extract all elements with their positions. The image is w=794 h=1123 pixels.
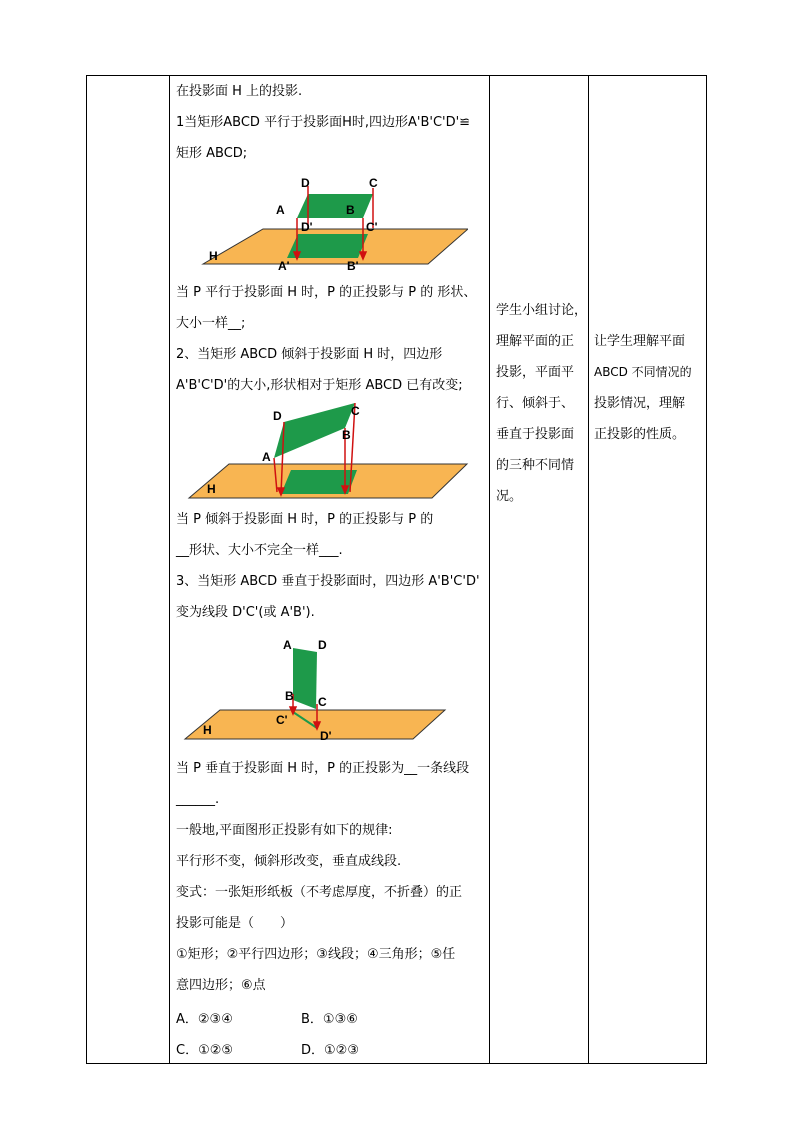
label-B: B <box>346 203 355 217</box>
content-line: __形状、大小不完全一样___. <box>176 543 343 558</box>
label-D: D <box>273 409 282 423</box>
label-C: C <box>318 695 327 709</box>
label-B: B <box>285 689 294 703</box>
intent-cell <box>590 76 707 1063</box>
label-D: D <box>318 638 327 652</box>
intent-line: ABCD 不同情况的 <box>594 365 692 379</box>
content-line: 当 P 平行于投影面 H 时，P 的正投影与 P 的 形状、 <box>176 285 477 300</box>
label-Bp: B' <box>347 259 359 271</box>
content-line: 一般地,平面图形正投影有如下的规律: <box>176 823 393 838</box>
activity-line: 理解平面的正 <box>496 334 575 349</box>
lesson-table <box>86 75 707 1064</box>
rect-abcd <box>293 648 317 709</box>
content-line: 投影可能是（ ） <box>176 916 294 931</box>
activity-line: 学生小组讨论， <box>496 303 588 318</box>
content-line: 3、当矩形 ABCD 垂直于投影面时，四边形 A'B'C'D' <box>176 574 480 589</box>
content-line: 变式：一张矩形纸板（不考虑厚度，不折叠）的正 <box>176 885 463 900</box>
plane-label: H <box>203 723 212 737</box>
choice-c: C．①②⑤ <box>176 1043 234 1058</box>
activity-cell <box>491 76 589 1063</box>
plane-label: H <box>207 482 216 496</box>
content-line: A'B'C'D'的大小,形状相对于矩形 ABCD 已有改变; <box>176 378 463 393</box>
activity-line: 行、倾斜于、 <box>496 396 575 411</box>
label-A: A <box>262 450 271 464</box>
activity-line: 垂直于投影面 <box>496 427 575 442</box>
plane-label: H <box>209 249 218 263</box>
choice-d: D．①②③ <box>301 1043 359 1058</box>
label-Cp: C' <box>366 220 378 234</box>
label-C: C <box>369 176 378 190</box>
label-D: D <box>301 176 310 190</box>
activity-line: 投影，平面平 <box>496 365 575 380</box>
activity-line: 的三种不同情 <box>496 458 575 473</box>
content-line: ______. <box>176 792 220 807</box>
label-Dp: D' <box>320 729 332 743</box>
figure-perpendicular <box>183 634 448 744</box>
content-line: 平行形不变，倾斜形改变，垂直成线段. <box>176 854 402 869</box>
intent-line: 投影情况，理解 <box>594 396 686 411</box>
content-line: 意四边形；⑥点 <box>176 978 266 993</box>
label-B: B <box>342 428 351 442</box>
intent-line: 让学生理解平面 <box>594 334 686 349</box>
content-line: 当 P 垂直于投影面 H 时，P 的正投影为__一条线段 <box>176 761 470 776</box>
content-line: 当 P 倾斜于投影面 H 时，P 的正投影与 P 的 <box>176 512 434 527</box>
label-Dp: D' <box>301 220 313 234</box>
label-Ap: A' <box>278 259 290 271</box>
figure-parallel <box>183 176 468 271</box>
label-A: A <box>276 203 285 217</box>
label-Cp: C' <box>276 713 288 727</box>
content-line: 矩形 ABCD; <box>176 146 248 161</box>
choice-b: B．①③⑥ <box>301 1012 358 1027</box>
content-line: 1当矩形ABCD 平行于投影面H时,四边形A'B'C'D'≌ <box>176 115 471 130</box>
content-line: ①矩形；②平行四边形；③线段；④三角形；⑤任 <box>176 947 456 962</box>
figure-inclined <box>187 398 472 503</box>
label-C: C <box>351 404 360 418</box>
intent-line: 正投影的性质。 <box>594 427 686 442</box>
content-line: 2、当矩形 ABCD 倾斜于投影面 H 时，四边形 <box>176 347 443 362</box>
content-line: 变为线段 D'C'(或 A'B'). <box>176 605 315 620</box>
label-A: A <box>283 638 292 652</box>
activity-line: 况。 <box>496 489 523 504</box>
column-divider <box>169 76 170 1063</box>
content-line: 大小一样__; <box>176 316 246 331</box>
choice-a: A．②③④ <box>176 1012 233 1027</box>
content-line: 在投影面 H 上的投影. <box>176 84 303 99</box>
